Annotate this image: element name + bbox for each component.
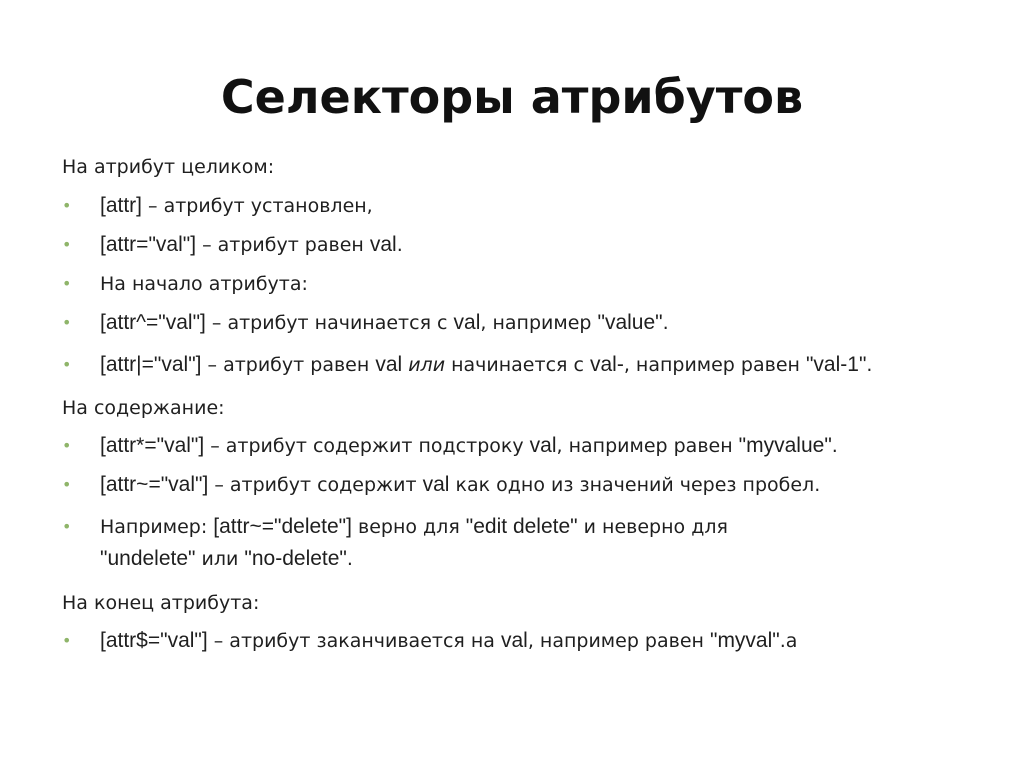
item-text: или <box>195 548 245 570</box>
bullet-icon: • <box>62 235 72 254</box>
item-label: Например: <box>100 516 214 538</box>
item-text: – атрибут заканчивается на <box>207 630 501 652</box>
bullet-icon: • <box>62 274 72 293</box>
code-selector: [attr|="val"] <box>100 353 202 376</box>
code-value: val <box>500 629 528 652</box>
slide-title: Селекторы атрибутов <box>220 70 804 124</box>
code-example: "value" <box>597 311 663 334</box>
code-selector: [attr*="val"] <box>100 434 205 457</box>
list-item <box>62 474 962 496</box>
bullet-icon: • <box>62 631 72 650</box>
bullet-icon: • <box>62 196 72 215</box>
item-text: – атрибут содержит подстроку <box>204 435 530 457</box>
code-example: "edit delete" <box>465 515 578 538</box>
list-item <box>62 511 962 575</box>
code-selector: [attr="val"] <box>100 233 197 256</box>
item-text: и неверно для <box>577 516 728 538</box>
item-text: верно для <box>351 516 466 538</box>
list-item <box>62 349 962 381</box>
code-selector: [attr~="val"] <box>100 473 209 496</box>
item-text: . <box>346 548 353 570</box>
list-item-heading <box>62 273 962 295</box>
code-example: "val-1" <box>805 353 867 376</box>
item-text: .а <box>779 630 798 652</box>
code-example: "undelete" <box>100 547 196 570</box>
code-value: val <box>369 233 397 256</box>
code-example: "myvalue" <box>738 434 832 457</box>
item-text: – атрибут начинается с <box>205 312 454 334</box>
bullet-icon: • <box>62 475 72 494</box>
list-item <box>62 312 962 334</box>
item-text: . <box>866 354 873 376</box>
code-example: "no-delete" <box>244 547 347 570</box>
code-value: val <box>375 353 403 376</box>
code-selector: [attr^="val"] <box>100 311 206 334</box>
code-selector: [attr~="delete"] <box>213 515 352 538</box>
list-item <box>62 234 962 256</box>
slide-content <box>62 156 962 652</box>
item-text: , например <box>480 312 598 334</box>
section-heading-start: На начало атрибута: <box>100 273 308 295</box>
code-value: val <box>453 311 481 334</box>
bullet-icon: • <box>62 355 72 374</box>
list-item <box>62 630 962 652</box>
item-text: как одно из значений через пробел. <box>449 474 821 496</box>
item-text: . <box>831 435 838 457</box>
bullet-icon: • <box>62 517 72 536</box>
code-selector: [attr] <box>100 194 143 217</box>
code-selector: [attr$="val"] <box>100 629 208 652</box>
item-text: – атрибут равен <box>196 234 370 256</box>
item-text: – атрибут равен <box>201 354 376 376</box>
item-text: , например равен <box>623 354 806 376</box>
item-text: , например равен <box>527 630 710 652</box>
bullet-icon: • <box>62 313 72 332</box>
section-heading-end: На конец атрибута: <box>62 592 260 614</box>
code-example: "myval" <box>709 629 780 652</box>
item-text: . <box>662 312 669 334</box>
code-value-prefix: val- <box>589 353 624 376</box>
list-item <box>62 195 962 217</box>
item-emphasis: или <box>402 354 446 376</box>
item-text: , например равен <box>556 435 739 457</box>
item-text: . <box>396 234 403 256</box>
item-text: – атрибут установлен, <box>142 195 373 217</box>
section-heading-contains: На содержание: <box>62 397 225 419</box>
bullet-icon: • <box>62 436 72 455</box>
list-item <box>62 435 962 457</box>
code-value: val <box>529 434 557 457</box>
item-text: – атрибут содержит <box>208 474 423 496</box>
item-text: начинается с <box>445 354 590 376</box>
code-value: val <box>422 473 450 496</box>
section-heading-whole: На атрибут целиком: <box>62 156 275 178</box>
